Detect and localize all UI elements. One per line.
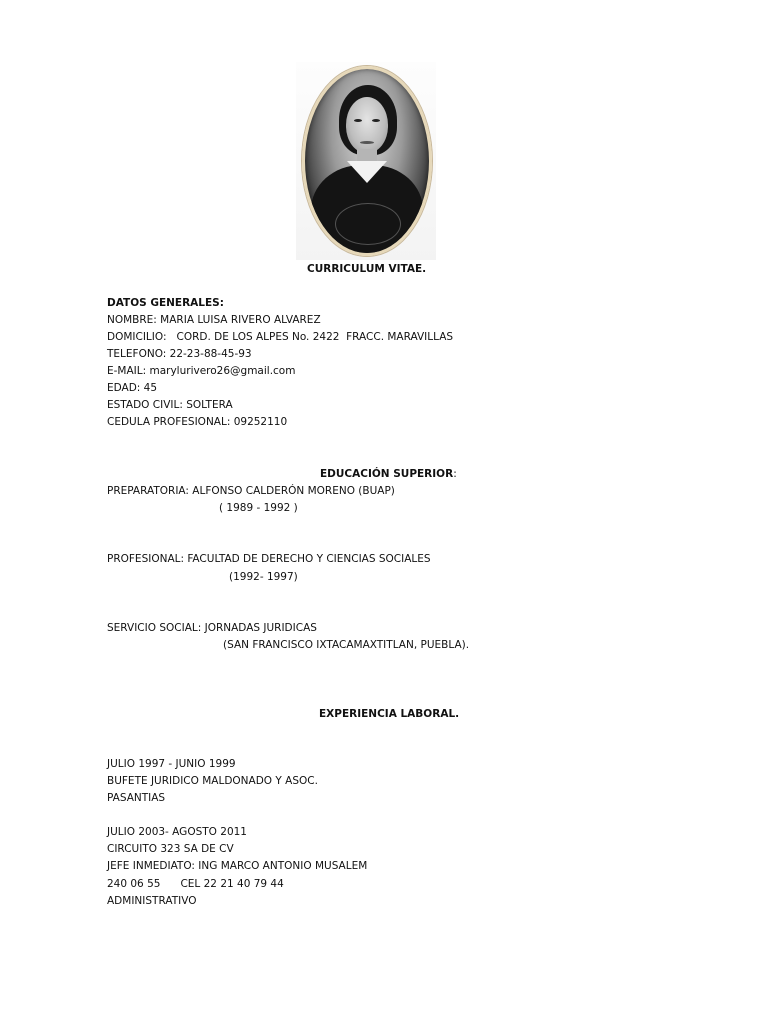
photo-eye-left: [354, 119, 362, 122]
photo-eye-right: [372, 119, 380, 122]
nombre-line: NOMBRE: MARIA LUISA RIVERO ALVAREZ: [107, 314, 321, 326]
job2-company: CIRCUITO 323 SA DE CV: [107, 843, 234, 855]
job2-phones: 240 06 55 CEL 22 21 40 79 44: [107, 878, 284, 890]
job1-role: PASANTIAS: [107, 792, 166, 804]
servicio-line: SERVICIO SOCIAL: JORNADAS JURIDICAS: [107, 622, 317, 634]
oval-photo-frame: [302, 66, 432, 256]
portrait-photo: [296, 62, 436, 260]
preparatoria-years: ( 1989 - 1992 ): [219, 502, 298, 514]
edad-line: EDAD: 45: [107, 382, 158, 394]
experience-heading: EXPERIENCIA LABORAL.: [319, 708, 460, 720]
job1-period: JULIO 1997 - JUNIO 1999: [107, 758, 236, 770]
email-line: E-MAIL: marylurivero26@gmail.com: [107, 365, 296, 377]
estado-civil-line: ESTADO CIVIL: SOLTERA: [107, 399, 233, 411]
photo-mouth: [360, 141, 374, 144]
photo-face: [346, 97, 388, 153]
photo-collar-left: [347, 161, 367, 183]
domicilio-line: DOMICILIO: CORD. DE LOS ALPES No. 2422 FRACC. MARAVILLAS: [107, 331, 454, 343]
education-heading: [320, 467, 457, 481]
telefono-line: TELEFONO: 22-23-88-45-93: [107, 348, 252, 360]
job2-boss: JEFE INMEDIATO: ING MARCO ANTONIO MUSALEM: [107, 860, 368, 872]
profesional-line: PROFESIONAL: FACULTAD DE DERECHO Y CIENCIAS SOCIALES: [107, 553, 431, 565]
photo-stamp: [335, 203, 401, 245]
servicio-place: (SAN FRANCISCO IXTACAMAXTITLAN, PUEBLA).: [223, 639, 470, 651]
job1-company: BUFETE JURIDICO MALDONADO Y ASOC.: [107, 775, 318, 787]
profesional-years: (1992- 1997): [229, 571, 298, 583]
general-heading: DATOS GENERALES:: [107, 297, 224, 309]
job2-role: ADMINISTRATIVO: [107, 895, 197, 907]
job2-period: JULIO 2003- AGOSTO 2011: [107, 826, 247, 838]
document-title: CURRICULUM VITAE.: [307, 263, 427, 275]
education-heading-text: EDUCACIÓN SUPERIOR: [320, 468, 454, 480]
photo-collar-right: [367, 161, 387, 183]
preparatoria-line: PREPARATORIA: ALFONSO CALDERÓN MORENO (BUAP): [107, 485, 395, 497]
education-heading-suffix: :: [453, 468, 457, 480]
cedula-line: CEDULA PROFESIONAL: 09252110: [107, 416, 288, 428]
